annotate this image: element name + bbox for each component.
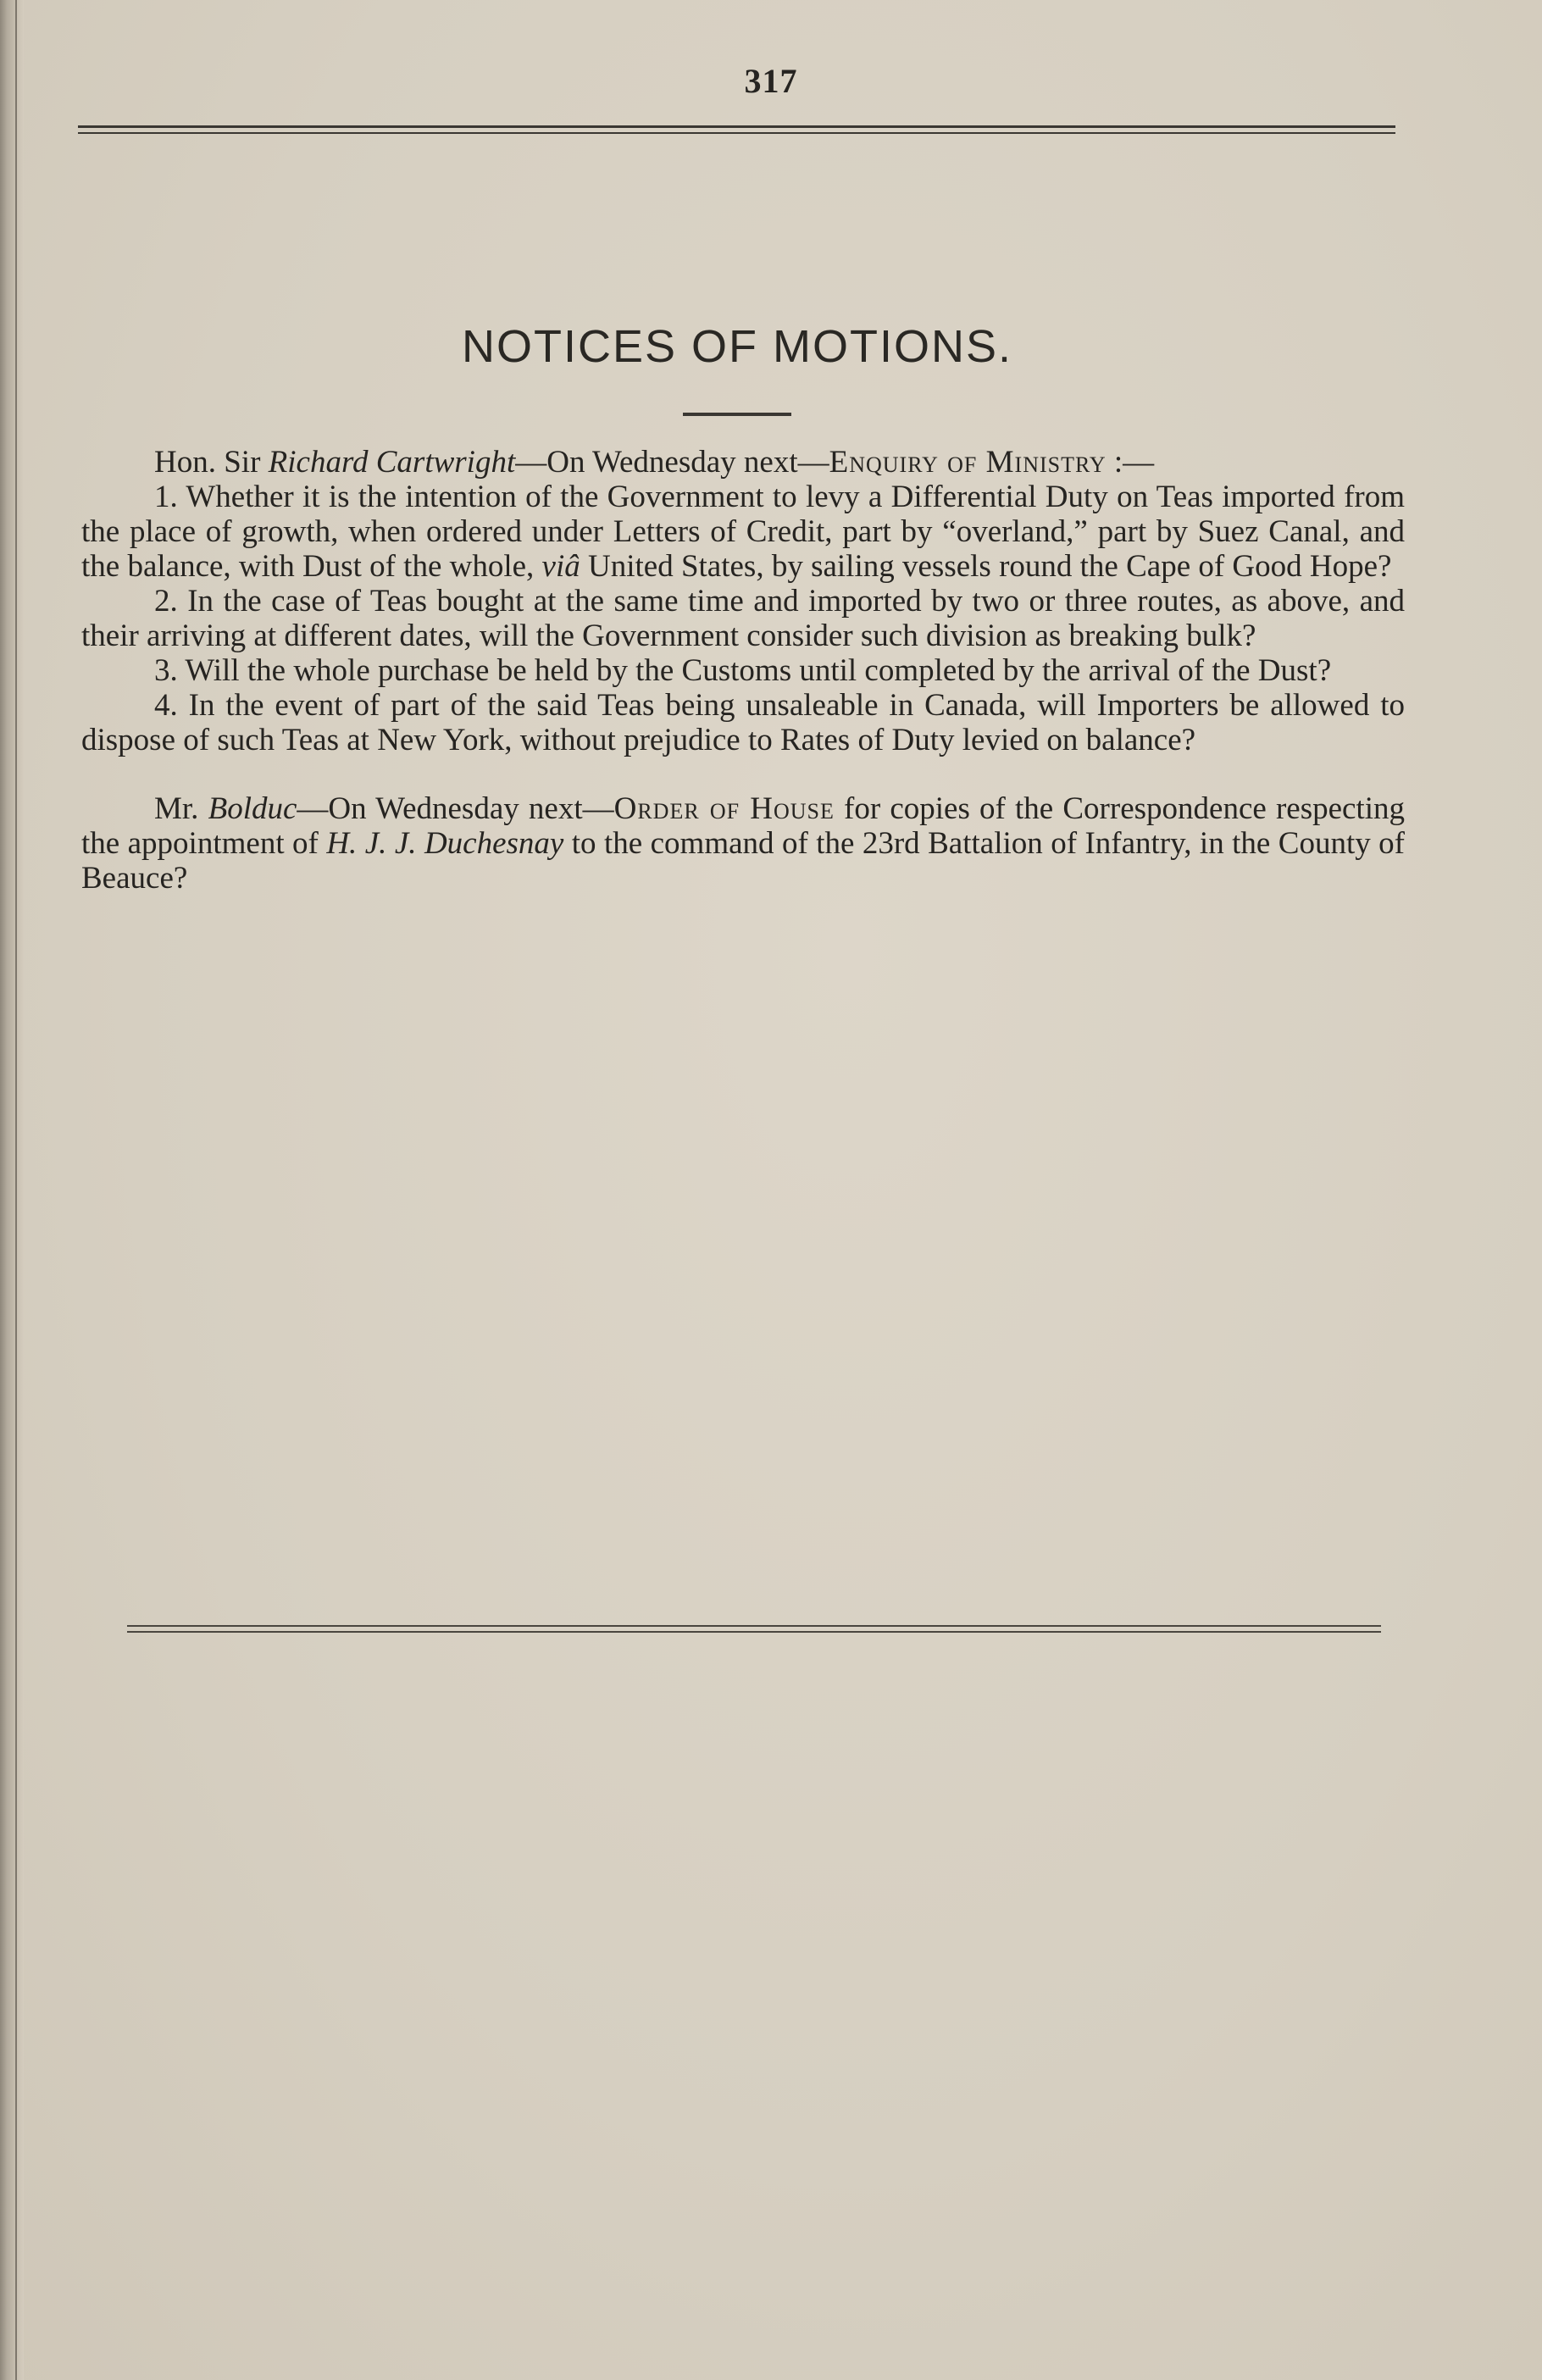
appointee-name: H. J. J. Duchesnay	[326, 826, 564, 861]
question-1-end: United States, by sailing vessels round the Cape of Good Hope?	[580, 549, 1392, 584]
motion-text-after-name: to the command of the 23rd Battalion of Infantry, in the County of Beauce?	[81, 826, 1405, 896]
motion-type-2: Order of House	[613, 791, 835, 826]
question-1	[81, 480, 1405, 584]
title-divider	[683, 413, 791, 416]
motion-timing-2: —On Wednesday next—	[297, 791, 614, 826]
footer-rule-line-1	[127, 1625, 1381, 1627]
mover-name: Richard Cartwright	[268, 445, 516, 480]
page-title: NOTICES OF MOTIONS.	[461, 321, 1012, 372]
motion-text-before-name: for copies of the Correspondence respecting the appointment of	[81, 791, 1405, 861]
motion-intro-cartwright	[81, 445, 1405, 480]
motion-type-suffix: :—	[1106, 445, 1155, 480]
header-rule-line-2	[78, 132, 1395, 134]
question-2: 2. In the case of Teas bought at the same time and imported by two or three routes, as above, and their arriving at different dates, will the Government consider such division as breaking bulk?	[81, 584, 1405, 653]
question-1-via: viâ	[541, 549, 580, 584]
header-rule	[78, 125, 1395, 136]
question-3: 3. Will the whole purchase be held by the Customs until completed by the arrival of the Dust?	[154, 653, 1332, 688]
mover-prefix-2: Mr.	[154, 791, 208, 826]
footer-rule	[127, 1625, 1381, 1634]
page-number: 317	[744, 62, 798, 100]
paragraph-gap	[81, 757, 1405, 791]
question-4: 4. In the event of part of the said Teas being unsaleable in Canada, will Importers be allowed to dispose of such Teas at New York, without prejudice to Rates of Duty levied on balance?	[81, 688, 1405, 757]
motions-body	[81, 445, 1405, 896]
mover-name-2: Bolduc	[208, 791, 297, 826]
mover-prefix: Hon. Sir	[154, 445, 269, 480]
footer-rule-line-2	[127, 1631, 1381, 1633]
motion-type: Enquiry of Ministry	[829, 445, 1107, 480]
question-1-text: 1. Whether it is the intention of the Government to levy a Differential Duty on Teas imported from the place of growth, when ordered under Letters of Credit, part by “overland,” part by Suez Canal, and the balance, with Dust of the whole,	[81, 480, 1405, 584]
header-rule-line-1	[78, 125, 1395, 128]
motion-bolduc	[81, 791, 1405, 896]
motion-timing: —On Wednesday next—	[515, 445, 829, 480]
